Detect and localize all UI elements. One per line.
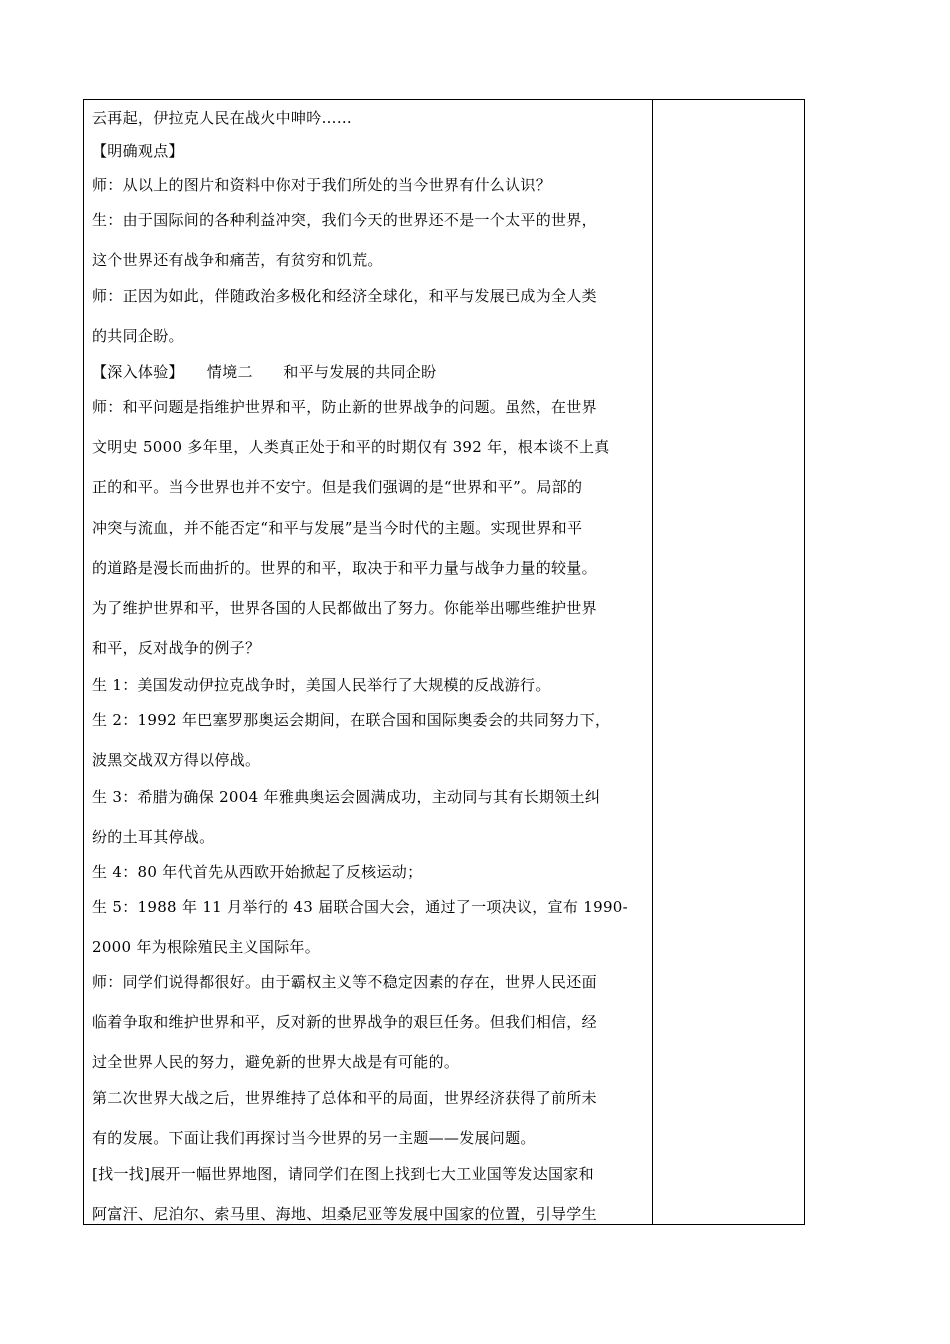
teaching-process-cell [84,100,653,1224]
text-line: 生 5：1988 年 11 月举行的 43 届联合国大会，通过了一项决议，宣布 1990- [92,898,629,916]
text-line: 文明史 5000 多年里，人类真正处于和平的时期仅有 392 年，根本谈不上真 [92,438,610,456]
text-line: 阿富汗、尼泊尔、索马里、海地、坦桑尼亚等发展中国家的位置，引导学生 [92,1205,597,1223]
text-line: 师：正因为如此，伴随政治多极化和经济全球化，和平与发展已成为全人类 [92,287,597,305]
text-line: 有的发展。下面让我们再探讨当今世界的另一主题——发展问题。 [92,1129,536,1147]
text-line: 生 3：希腊为确保 2004 年雅典奥运会圆满成功，主动同与其有长期领土纠 [92,788,601,806]
text-line: 云再起，伊拉克人民在战火中呻吟…… [92,109,353,127]
text-line: 为了维护世界和平，世界各国的人民都做出了努力。你能举出哪些维护世界 [92,599,597,617]
section-heading: 【明确观点】 [92,142,184,160]
text-line: 师：和平问题是指维护世界和平，防止新的世界战争的问题。虽然，在世界 [92,398,597,416]
text-line: 师：同学们说得都很好。由于霸权主义等不稳定因素的存在，世界人民还面 [92,973,597,991]
text-line: 2000 年为根除殖民主义国际年。 [92,938,321,956]
text-line: 生 1：美国发动伊拉克战争时，美国人民举行了大规模的反战游行。 [92,676,551,694]
text-line: 纷的土耳其停战。 [92,828,215,846]
section-heading: 【深入体验】 情境二 和平与发展的共同企盼 [92,363,437,381]
text-line: 临着争取和维护世界和平，反对新的世界战争的艰巨任务。但我们相信，经 [92,1013,597,1031]
text-line: 师：从以上的图片和资料中你对于我们所处的当今世界有什么认识？ [92,176,552,194]
text-line: 和平，反对战争的例子？ [92,639,261,657]
text-line: [找一找]展开一幅世界地图，请同学们在图上找到七大工业国等发达国家和 [92,1165,594,1183]
lesson-plan-table [83,99,805,1225]
text-line: 生 2：1992 年巴塞罗那奥运会期间，在联合国和国际奥委会的共同努力下， [92,711,611,729]
text-line: 波黑交战双方得以停战。 [92,751,261,769]
notes-cell [653,100,804,1224]
text-line: 第二次世界大战之后，世界维持了总体和平的局面，世界经济获得了前所未 [92,1089,597,1107]
text-line: 冲突与流血，并不能否定“和平与发展”是当今时代的主题。实现世界和平 [92,519,583,537]
text-line: 正的和平。当今世界也并不安宁。但是我们强调的是“世界和平”。局部的 [92,478,583,496]
text-line: 的道路是漫长而曲折的。世界的和平，取决于和平力量与战争力量的较量。 [92,559,597,577]
text-line: 生 4：80 年代首先从西欧开始掀起了反核运动； [92,863,423,881]
text-line: 过全世界人民的努力，避免新的世界大战是有可能的。 [92,1053,460,1071]
text-line: 这个世界还有战争和痛苦，有贫穷和饥荒。 [92,251,383,269]
text-line: 的共同企盼。 [92,327,184,345]
text-line: 生：由于国际间的各种利益冲突，我们今天的世界还不是一个太平的世界， [92,211,597,229]
